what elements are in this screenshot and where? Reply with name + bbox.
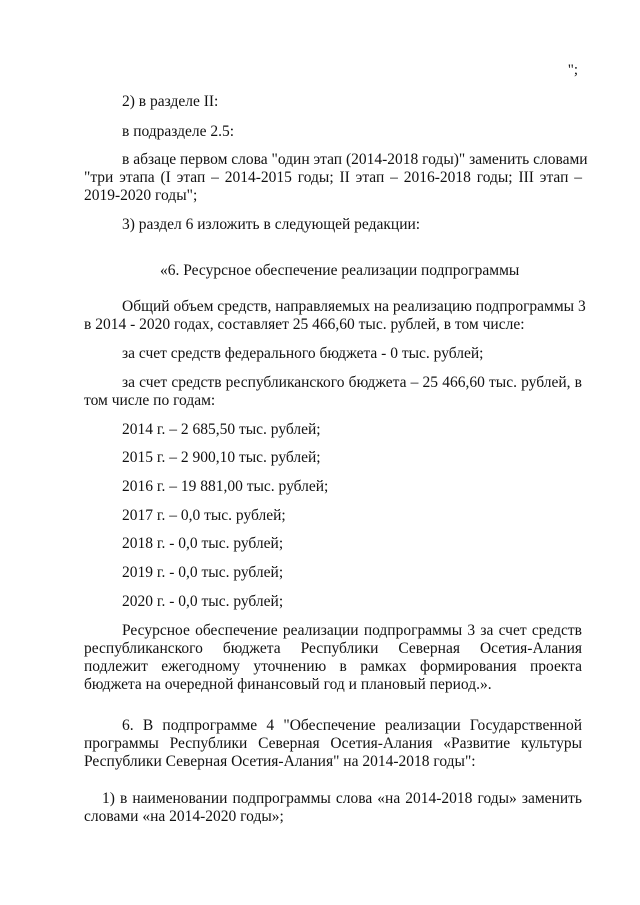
resource-clarification-line-3: подлежит ежегодному уточнению в рамках формирования проекта <box>84 658 582 675</box>
resource-clarification-line-4: бюджета на очередной финансовый год и плановый период.». <box>84 676 492 693</box>
subprogram-4-line-1: 6. В подпрограмме 4 "Обеспечение реализации Государственной <box>122 717 582 734</box>
year-2017-funding: 2017 г. – 0,0 тыс. рублей; <box>122 507 286 524</box>
total-funding-line-2: в 2014 - 2020 годах, составляет 25 466,60 тыс. рублей, в том числе: <box>84 316 525 333</box>
year-2015-funding: 2015 г. – 2 900,10 тыс. рублей; <box>122 449 321 466</box>
resource-clarification-line-2: республиканского бюджета Республики Северная Осетия-Алания <box>84 640 582 657</box>
item-3-section-6: 3) раздел 6 изложить в следующей редакции: <box>122 216 421 233</box>
subprogram-4-line-2: программы Республики Северная Осетия-Алания «Развитие культуры <box>84 735 582 752</box>
paragraph-stage-replace-line-3: 2019-2020 годы"; <box>84 187 198 204</box>
republican-budget-line-2: том числе по годам: <box>84 392 216 409</box>
subsection-2-5: в подразделе 2.5: <box>122 123 235 140</box>
resource-clarification-line-1: Ресурсное обеспечение реализации подпрограммы 3 за счет средств <box>122 622 582 639</box>
year-2018-funding: 2018 г. - 0,0 тыс. рублей; <box>122 535 284 552</box>
year-2020-funding: 2020 г. - 0,0 тыс. рублей; <box>122 593 284 610</box>
federal-budget-line: за счет средств федерального бюджета - 0 тыс. рублей; <box>122 345 484 362</box>
subprogram-name-change-line-2: словами «на 2014-2020 годы»; <box>84 808 284 825</box>
section-heading: «6. Ресурсное обеспечение реализации подпрограммы <box>160 262 520 279</box>
year-2016-funding: 2016 г. – 19 881,00 тыс. рублей; <box>122 478 329 495</box>
paragraph-stage-replace-line-1: в абзаце первом слова "один этап (2014-2018 годы)" заменить словами <box>122 151 588 168</box>
year-2019-funding: 2019 г. - 0,0 тыс. рублей; <box>122 564 284 581</box>
total-funding-line-1: Общий объем средств, направляемых на реализацию подпрограммы 3 <box>122 298 586 315</box>
subprogram-name-change-line-1: 1) в наименовании подпрограммы слова «на 2014-2018 годы» заменить <box>102 790 582 807</box>
year-2014-funding: 2014 г. – 2 685,50 тыс. рублей; <box>122 421 321 438</box>
subprogram-4-line-3: Республики Северная Осетия-Алания" на 2014-2018 годы": <box>84 753 476 770</box>
closing-quote-mark: "; <box>567 62 578 78</box>
item-2-section-ii: 2) в разделе II: <box>122 93 219 110</box>
paragraph-stage-replace-line-2: "три этапа (I этап – 2014-2015 годы; II этап – 2016-2018 годы; III этап – <box>84 169 582 186</box>
republican-budget-line-1: за счет средств республиканского бюджета – 25 466,60 тыс. рублей, в <box>122 374 582 391</box>
